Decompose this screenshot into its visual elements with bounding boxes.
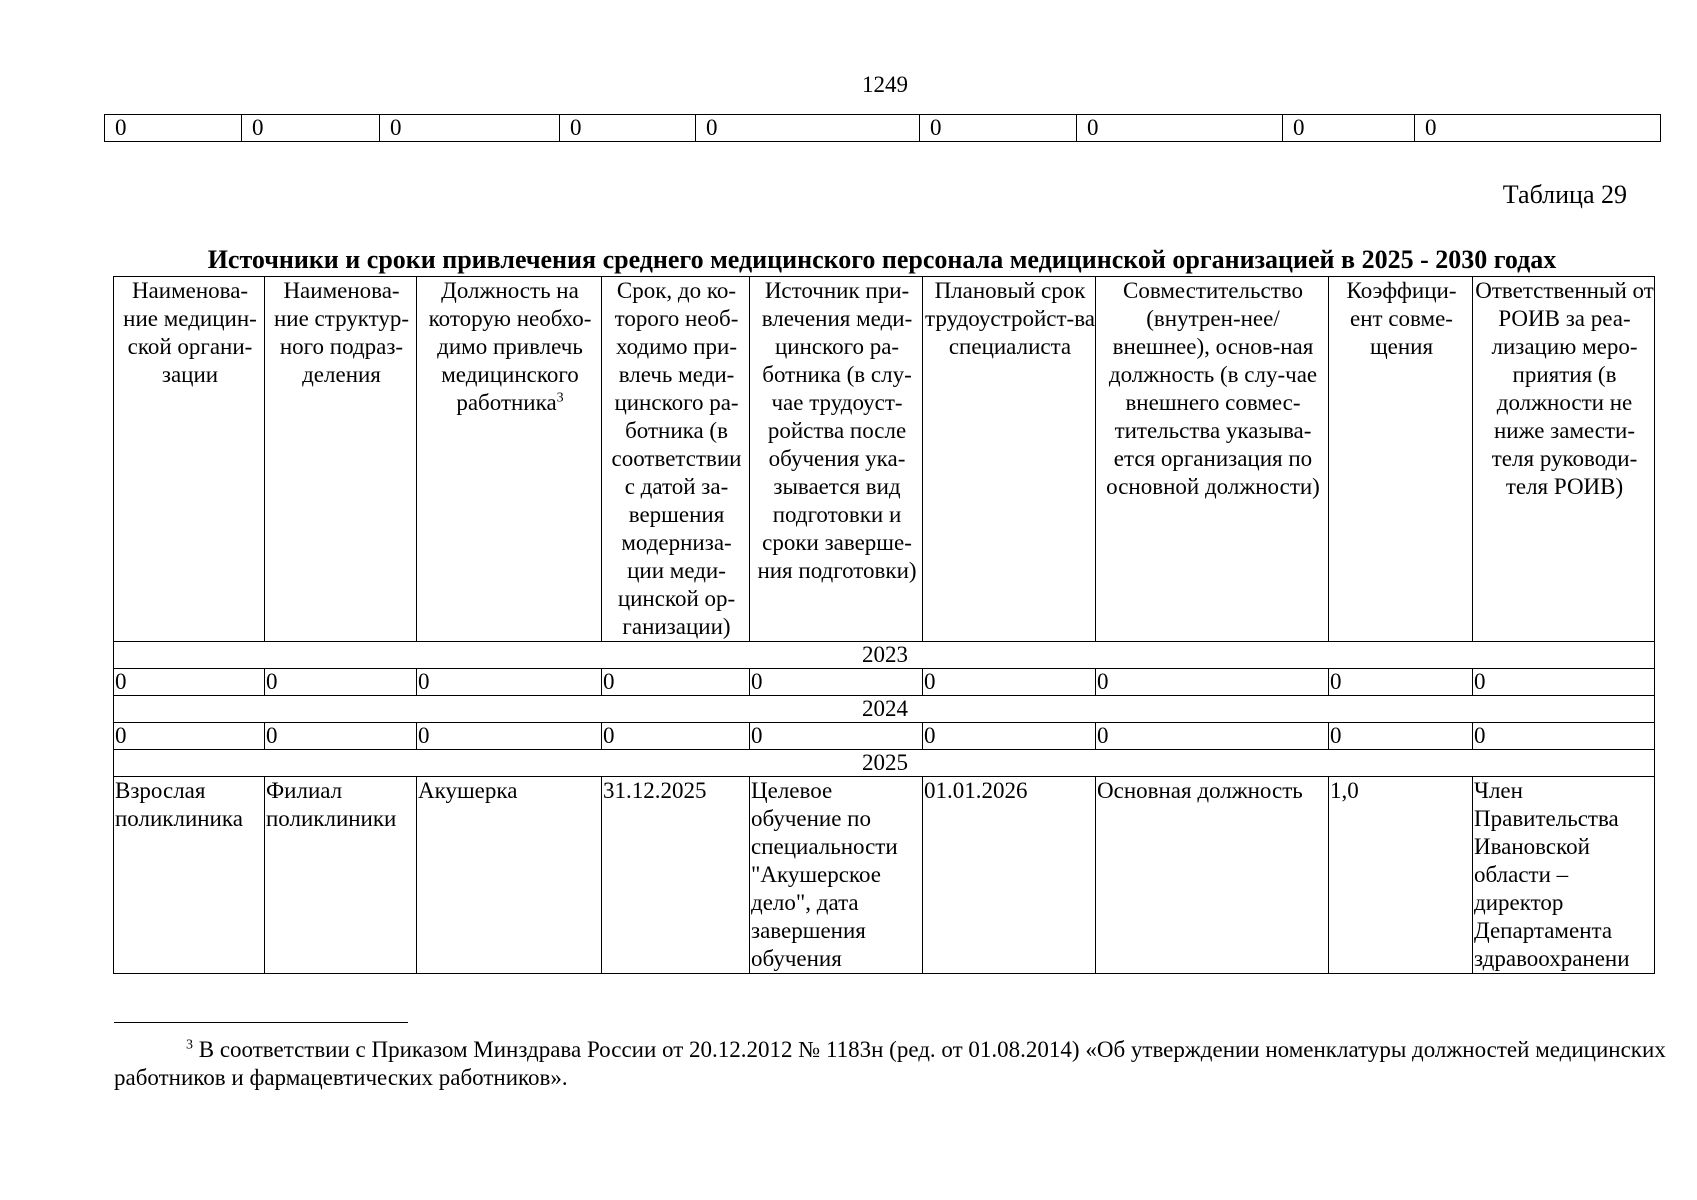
table-cell: 0 bbox=[265, 723, 417, 750]
table-title: Источники и сроки привлечения среднего медицинского персонала медицинской организацией в 2025 - 2030 годах bbox=[207, 245, 1557, 274]
header-combination: Совместительство (внутрен-нее/внешнее), основ-ная должность (в слу-чае внешнего совмес-тительства указыва-ется организация по основной должности) bbox=[1096, 277, 1329, 642]
table-cell: 0 bbox=[1329, 723, 1473, 750]
table-cell: 0 bbox=[380, 115, 560, 142]
header-org-name: Наименова-ние медицин-ской органи-зации bbox=[114, 277, 265, 642]
table-cell: 0 bbox=[1329, 669, 1473, 696]
header-division-name: Наименова-ние структур-ного подраз-деления bbox=[265, 277, 417, 642]
cell-org: Взрослая поликлиника bbox=[114, 777, 265, 974]
header-source: Источник при-влечения меди-цинского ра-ботника (в слу-чае трудоуст-ройства после обучения ука-зывается вид подготовки и сроки заверше-ния подготовки) bbox=[750, 277, 923, 642]
footnote-divider bbox=[114, 1022, 408, 1023]
table-row bbox=[114, 723, 1655, 750]
table-cell: 0 bbox=[242, 115, 380, 142]
table-cell: 0 bbox=[923, 669, 1096, 696]
header-planned-date: Плановый срок трудоустройст-ва специалиста bbox=[923, 277, 1096, 642]
table-cell: 0 bbox=[602, 723, 750, 750]
header-coefficient: Коэффици-ент совме-щения bbox=[1329, 277, 1473, 642]
table-cell: 0 bbox=[1473, 723, 1655, 750]
table-cell: 0 bbox=[750, 723, 923, 750]
table-cell: 0 bbox=[105, 115, 242, 142]
table-label: Таблица 29 bbox=[1502, 180, 1627, 209]
staffing-table bbox=[113, 276, 1655, 974]
table-cell: 0 bbox=[417, 669, 602, 696]
table-cell: 0 bbox=[1283, 115, 1415, 142]
table-cell: 0 bbox=[1096, 723, 1329, 750]
table-cell: 0 bbox=[1096, 669, 1329, 696]
cell-responsible: Член Правительства Ивановской области – директор Департамента здравоохранени bbox=[1473, 777, 1655, 974]
cell-coefficient: 1,0 bbox=[1329, 777, 1473, 974]
table-cell: 0 bbox=[114, 723, 265, 750]
year-label-2023: 2023 bbox=[114, 642, 1655, 669]
footnote-text: В соответствии с Приказом Минздрава России от 20.12.2012 № 1183н (ред. от 01.08.2014) «Об утверждении номенклатуры должностей медицинских работников и фармацевтических работников». bbox=[114, 1037, 1666, 1090]
footnote-ref: 3 bbox=[556, 390, 564, 406]
cell-division: Филиал поликлиники bbox=[265, 777, 417, 974]
table-cell: 0 bbox=[1473, 669, 1655, 696]
table-cell: 0 bbox=[417, 723, 602, 750]
table-row bbox=[114, 669, 1655, 696]
table-cell: 0 bbox=[696, 115, 920, 142]
table-cell: 0 bbox=[750, 669, 923, 696]
table-cell: 0 bbox=[1415, 115, 1661, 142]
table-cell: 0 bbox=[923, 723, 1096, 750]
header-position bbox=[417, 277, 602, 642]
year-row bbox=[114, 642, 1655, 669]
header-position-text: Должность на которую необхо-димо привлечь медицинского работника bbox=[428, 278, 592, 415]
header-deadline: Срок, до ко-торого необ-ходимо при-влечь меди-цинского ра-ботника (в соответствии с датой за-вершения модерниза-ции меди-цинской ор-ганизации) bbox=[602, 277, 750, 642]
page-number: 1249 bbox=[862, 72, 908, 97]
cell-deadline: 31.12.2025 bbox=[602, 777, 750, 974]
cell-source: Целевое обучение по специальности "Акушерское дело", дата завершения обучения bbox=[750, 777, 923, 974]
table-cell: 0 bbox=[602, 669, 750, 696]
carryover-table bbox=[104, 114, 1661, 142]
table-row bbox=[114, 777, 1655, 974]
footnote-indent bbox=[114, 1037, 186, 1062]
table-row bbox=[105, 115, 1661, 142]
footnote-mark: 3 bbox=[186, 1037, 193, 1053]
header-responsible: Ответственный от РОИВ за реа-лизацию меро-приятия (в должности не ниже замести-теля руководи-теля РОИВ) bbox=[1473, 277, 1655, 642]
cell-combination: Основная должность bbox=[1096, 777, 1329, 974]
cell-position: Акушерка bbox=[417, 777, 602, 974]
table-cell: 0 bbox=[114, 669, 265, 696]
table-cell: 0 bbox=[265, 669, 417, 696]
table-cell: 0 bbox=[1077, 115, 1283, 142]
footnote bbox=[114, 1036, 1674, 1092]
year-label-2025: 2025 bbox=[114, 750, 1655, 777]
year-row bbox=[114, 750, 1655, 777]
year-label-2024: 2024 bbox=[114, 696, 1655, 723]
cell-planned-date: 01.01.2026 bbox=[923, 777, 1096, 974]
year-row bbox=[114, 696, 1655, 723]
table-cell: 0 bbox=[560, 115, 696, 142]
table-cell: 0 bbox=[920, 115, 1077, 142]
header-row bbox=[114, 277, 1655, 642]
